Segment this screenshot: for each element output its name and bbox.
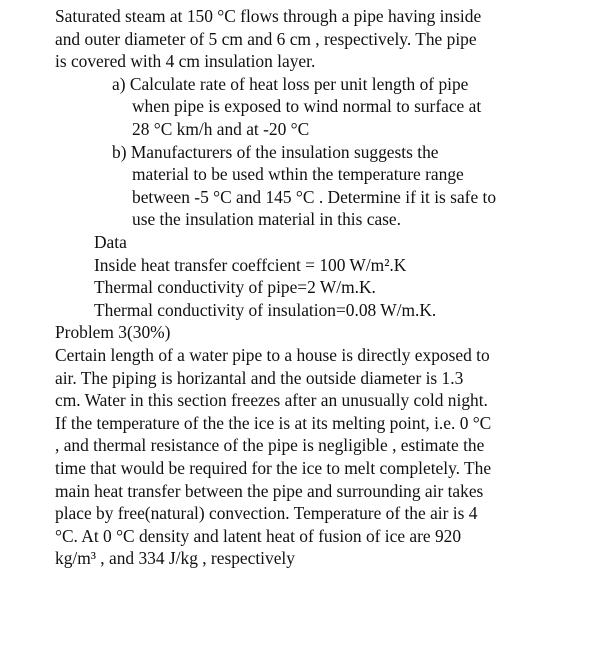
problem3-line: time that would be required for the ice to melt completely. The (55, 458, 492, 478)
part-b-line: use the insulation material in this case. (132, 209, 402, 230)
problem3-line: cm. Water in this section freezes after an unusually cold night. (55, 390, 488, 411)
problem3-line: If the temperature of the the ice is at its melting point, i.e. 0 °C (55, 412, 492, 433)
part-b-line: between -5 °C and 145 °C . Determine if it is safe to (132, 186, 497, 207)
problem3-line: kg/m³ , and 334 J/kg , respectively (55, 548, 295, 569)
data-line: Thermal conductivity of pipe=2 W/m.K. (94, 277, 376, 298)
problem2-intro-line: is covered with 4 cm insulation layer. (55, 51, 316, 72)
problem2-intro-line: and outer diameter of 5 cm and 6 cm , respectively. The pipe (55, 28, 477, 49)
part-a-line: when pipe is exposed to wind normal to surface at (132, 96, 482, 117)
data-line: Thermal conductivity of insulation=0.08 W/m.K. (94, 299, 437, 320)
problem3-line: , and thermal resistance of the pipe is negligible , estimate the (55, 435, 485, 456)
problem3-line: Certain length of a water pipe to a house is directly exposed to (55, 345, 490, 365)
problem3-line: °C. At 0 °C density and latent heat of fusion of ice are 920 (55, 525, 462, 546)
problem3-title: Problem 3(30%) (55, 322, 171, 343)
problem2-intro-line: Saturated steam at 150 °C flows through a pipe having inside (55, 6, 482, 26)
part-b-line: b) Manufacturers of the insulation suggests the (112, 141, 439, 162)
part-a-line: 28 °C km/h and at -20 °C (132, 119, 310, 139)
problem3-line: place by free(natural) convection. Temperature of the air is 4 (55, 503, 478, 524)
data-heading: Data (94, 232, 127, 252)
part-b-line: material to be used wthin the temperature range (132, 164, 464, 185)
problem3-line: main heat transfer between the pipe and surrounding air takes (55, 480, 484, 501)
part-a-line: a) Calculate rate of heat loss per unit length of pipe (112, 73, 469, 94)
data-line: Inside heat transfer coeffcient = 100 W/m².K (94, 254, 407, 275)
problem3-line: air. The piping is horizantal and the outside diameter is 1.3 (55, 367, 464, 388)
